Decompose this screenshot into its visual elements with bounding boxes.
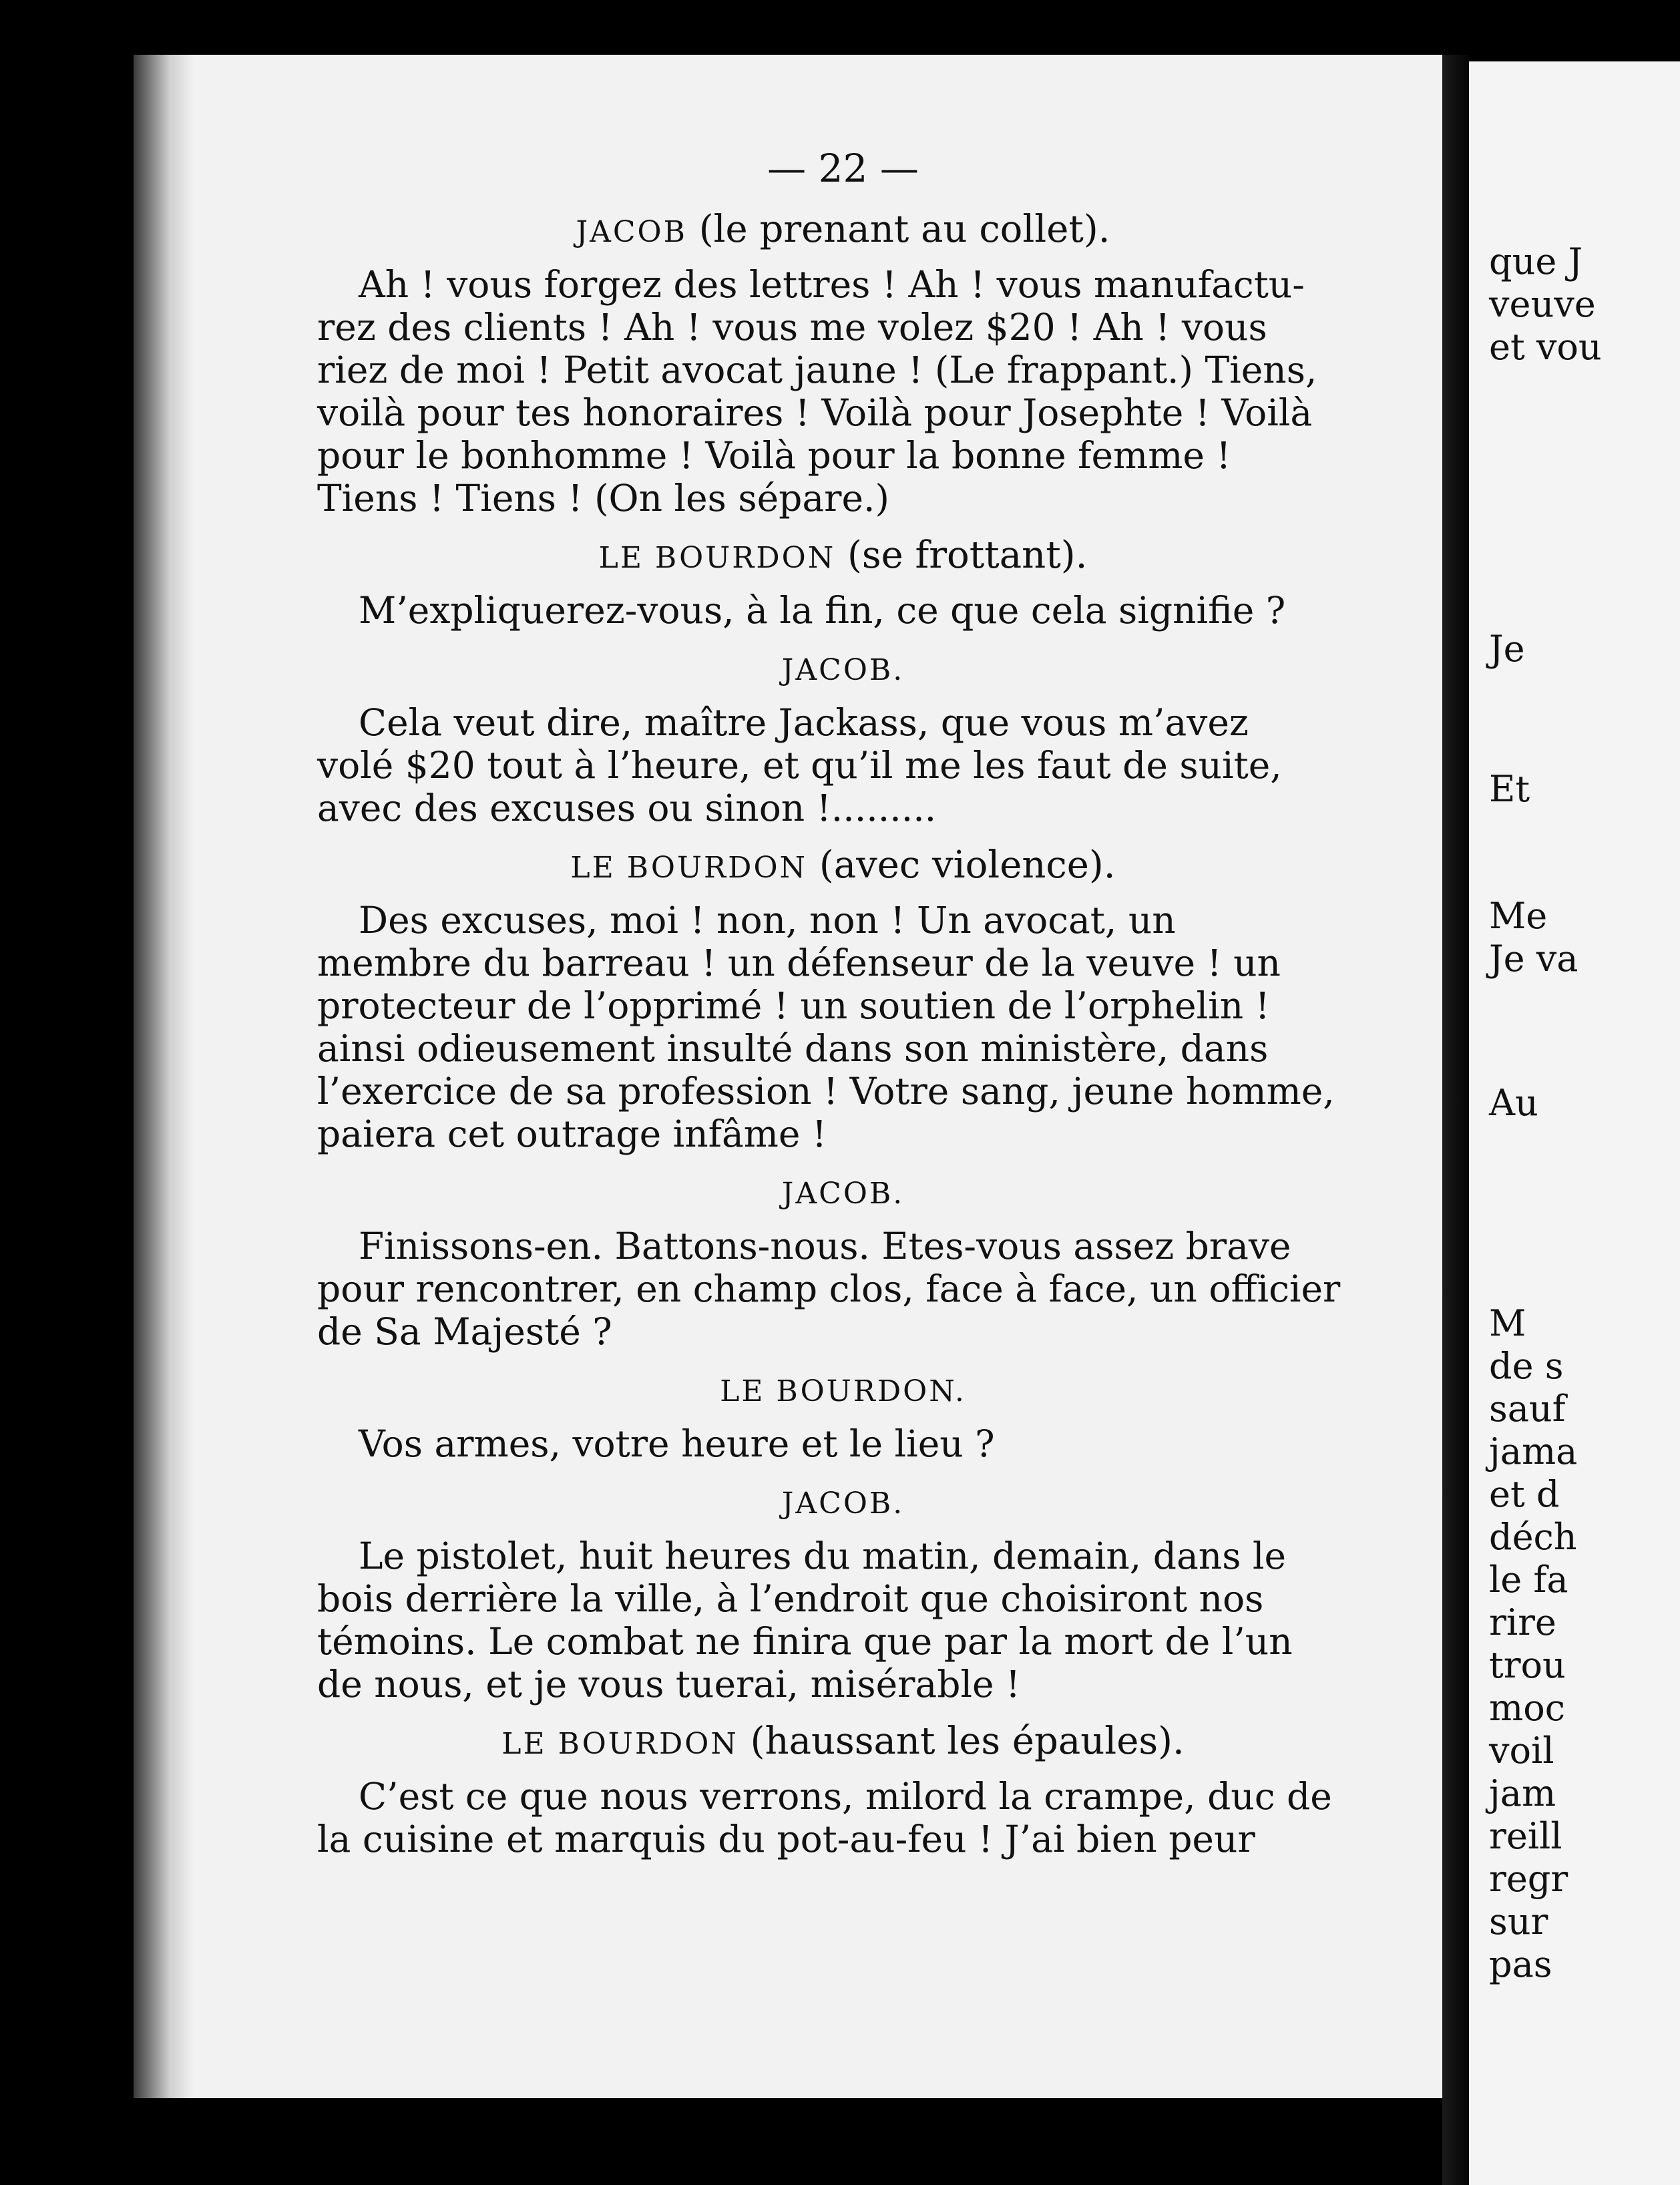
- right-fragment: que J: [1489, 240, 1583, 282]
- right-fragment: rire: [1489, 1601, 1556, 1643]
- dialogue-line: riez de moi ! Petit avocat jaune ! (Le frappant.) Tiens,: [317, 349, 1317, 391]
- dialogue-line: témoins. Le combat ne finira que par la mort de l’un: [317, 1620, 1293, 1663]
- dialogue-line: Finissons-en. Battons-nous. Etes-vous assez brave: [359, 1225, 1291, 1267]
- right-fragment: jama: [1489, 1430, 1578, 1472]
- dialogue-line: M’expliquerez-vous, à la fin, ce que cela signifie ?: [359, 589, 1286, 632]
- right-fragment: Je: [1489, 628, 1525, 670]
- speaker-heading: [317, 534, 1369, 580]
- page-gutter: [1442, 55, 1469, 2185]
- right-fragment: et d: [1489, 1473, 1560, 1515]
- dialogue-line: Cela veut dire, maître Jackass, que vous m’avez: [359, 701, 1249, 744]
- dialogue-line: Des excuses, moi ! non, non ! Un avocat, un: [359, 899, 1176, 942]
- right-fragment: Me: [1489, 895, 1548, 937]
- stage-direction: (haussant les épaules).: [750, 1720, 1185, 1763]
- dialogue-line: rez des clients ! Ah ! vous me volez $20 ! Ah ! vous: [317, 306, 1267, 349]
- right-fragment: le fa: [1489, 1559, 1568, 1601]
- right-fragment: jam: [1489, 1772, 1556, 1814]
- speaker-heading: [317, 1368, 1369, 1413]
- dialogue-line: de Sa Majesté ?: [317, 1310, 612, 1353]
- right-fragment: voil: [1489, 1730, 1554, 1772]
- right-fragment: trou: [1489, 1644, 1566, 1686]
- book-spine: [134, 55, 194, 2098]
- right-fragment: de s: [1489, 1345, 1564, 1387]
- right-fragment: M: [1489, 1302, 1526, 1344]
- dialogue-line: Ah ! vous forgez des lettres ! Ah ! vous manufactu-: [359, 263, 1305, 306]
- dialogue-line: voilà pour tes honoraires ! Voilà pour Josephte ! Voilà: [317, 391, 1313, 434]
- right-fragment: déch: [1489, 1516, 1577, 1558]
- speaker-heading: [317, 844, 1369, 889]
- speaker-name: JACOB.: [781, 653, 905, 687]
- dialogue-line: protecteur de l’opprimé ! un soutien de l’orphelin !: [317, 984, 1270, 1027]
- right-fragment: pas: [1489, 1943, 1552, 1985]
- dialogue-line: bois derrière la ville, à l’endroit que choisiront nos: [317, 1577, 1264, 1620]
- speaker-heading: [317, 1170, 1369, 1215]
- dialogue-line: pour le bonhomme ! Voilà pour la bonne femme !: [317, 434, 1231, 477]
- dialogue-line: volé $20 tout à l’heure, et qu’il me les faut de suite,: [317, 744, 1282, 787]
- speaker-heading: [317, 1480, 1369, 1525]
- right-fragment: et vou: [1489, 326, 1602, 368]
- right-fragment: reill: [1489, 1815, 1562, 1857]
- stage-direction: (avec violence).: [819, 843, 1116, 887]
- dialogue-line: pour rencontrer, en champ clos, face à face, un officier: [317, 1267, 1341, 1310]
- dialogue-line: avec des excuses ou sinon !.........: [317, 787, 937, 829]
- speaker-name: LE BOURDON: [570, 851, 808, 885]
- stage-direction: (le prenant au collet).: [698, 208, 1110, 251]
- dialogue-line: de nous, et je vous tuerai, misérable !: [317, 1663, 1021, 1706]
- dialogue-line: l’exercice de sa profession ! Votre sang, jeune homme,: [317, 1070, 1335, 1113]
- right-fragment: Je va: [1489, 938, 1579, 980]
- right-fragment: sur: [1489, 1901, 1548, 1943]
- right-fragment: Et: [1489, 768, 1530, 810]
- right-fragment: sauf: [1489, 1388, 1566, 1430]
- dialogue-line: la cuisine et marquis du pot-au-feu ! J’ai bien peur: [317, 1818, 1255, 1860]
- speaker-name: JACOB.: [781, 1177, 905, 1211]
- right-fragment: moc: [1489, 1687, 1565, 1729]
- speaker-name: LE BOURDON.: [720, 1374, 966, 1408]
- speaker-heading: [317, 1720, 1369, 1766]
- speaker-name: JACOB: [576, 215, 687, 249]
- dialogue-line: ainsi odieusement insulté dans son ministère, dans: [317, 1027, 1269, 1070]
- dialogue-line: Le pistolet, huit heures du matin, demain, dans le: [359, 1535, 1287, 1577]
- speaker-name: LE BOURDON: [501, 1727, 739, 1761]
- stage-direction: (se frottant).: [847, 534, 1088, 577]
- speaker-name: JACOB.: [781, 1486, 905, 1521]
- dialogue-line: Tiens ! Tiens ! (On les sépare.): [317, 477, 889, 520]
- right-fragment: regr: [1489, 1858, 1568, 1900]
- speaker-heading: [317, 646, 1369, 692]
- right-fragment: veuve: [1489, 283, 1596, 325]
- speaker-heading: [317, 208, 1369, 254]
- page-text: [317, 134, 1369, 1860]
- dialogue-line: membre du barreau ! un défenseur de la veuve ! un: [317, 942, 1281, 984]
- dialogue-line: paiera cet outrage infâme !: [317, 1113, 827, 1155]
- right-fragment: Au: [1489, 1082, 1538, 1124]
- speaker-name: LE BOURDON: [598, 541, 836, 575]
- page-number: — 22 —: [767, 146, 919, 191]
- dialogue-line: Vos armes, votre heure et le lieu ?: [359, 1422, 995, 1465]
- dialogue-line: C’est ce que nous verrons, milord la crampe, duc de: [359, 1775, 1332, 1818]
